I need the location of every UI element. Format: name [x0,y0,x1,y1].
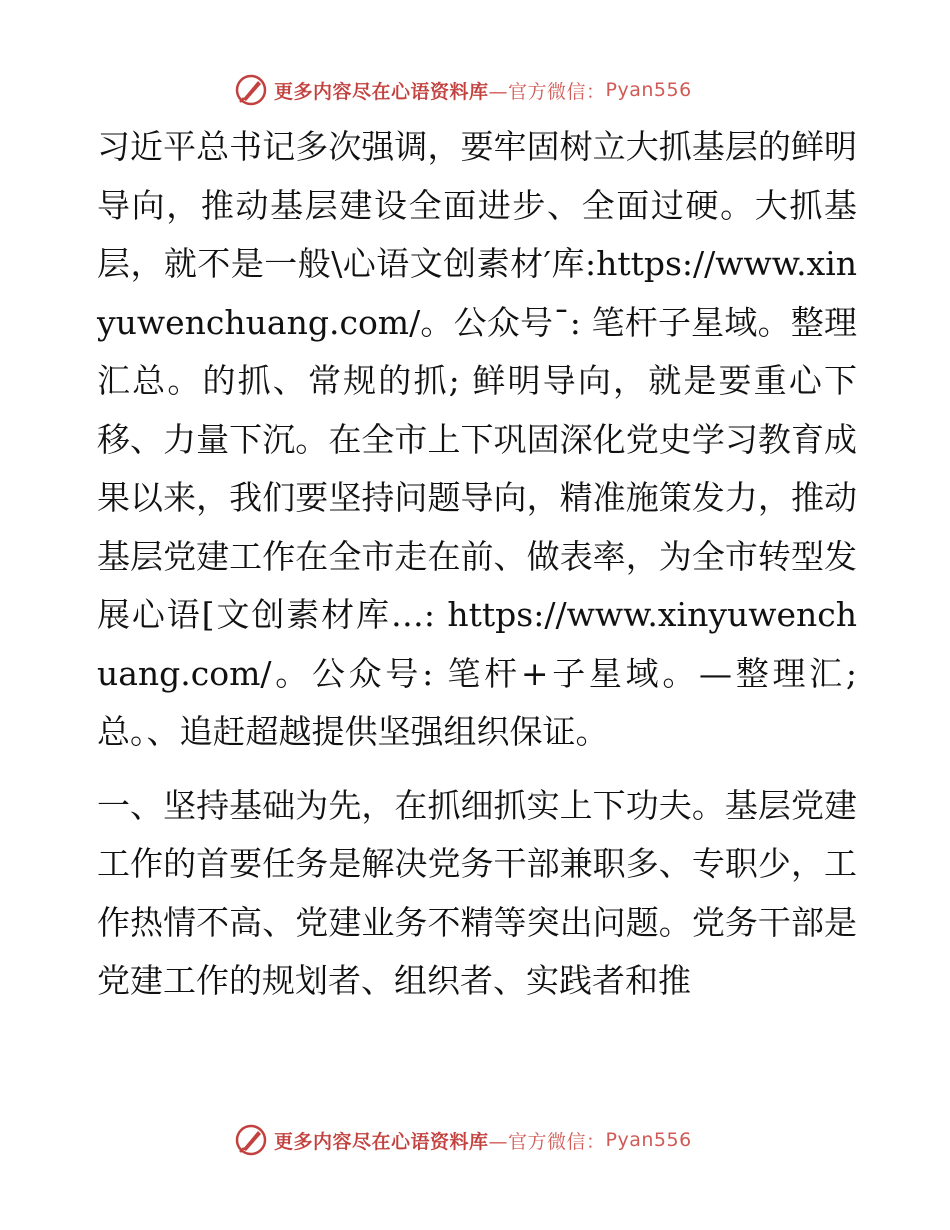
header-banner-lead: 更多内容尽在心语资料库 [274,80,489,103]
footer-banner [234,1120,794,1160]
quill-logo-icon [234,73,268,107]
header-banner [234,70,794,110]
header-banner-rest: —官方微信： [488,80,606,103]
quill-logo-icon [234,1123,268,1157]
body-text [97,118,857,1011]
header-banner-handle: Pyan556 [605,79,692,101]
footer-banner-rest: —官方微信： [488,1130,606,1153]
footer-banner-lead: 更多内容尽在心语资料库 [274,1130,489,1153]
paragraph-1: 习近平总书记多次强调，要牢固树立大抓基层的鲜明导向，推动基层建设全面进步、全面过硬。大抓基层，就不是一般\心语文创素材′库:https://www.xinyuwenchuang.com/。公众号¯: 笔杆子星域。整理汇总。的抓、常规的抓; 鲜明导向，就是要重心下移、力量下沉。在全市上下巩固深化党史学习教育成果以来，我们要坚持问题导向，精准施策发力，推动基层党建工作在全市走在前、做表率，为全市转型发展心语[文创素材库…: https://www.xinyuwenchuang.com/。公众号: 笔杆+子星域。—整理汇;总。、追赶超越提供坚强组织保证。 [97,127,857,751]
paragraph-2: 一、坚持基础为先，在抓细抓实上下功夫。基层党建工作的首要任务是解决党务干部兼职多、专职少，工作热情不高、党建业务不精等突出问题。党务干部是党建工作的规划者、组织者、实践者和推 [97,785,857,1000]
footer-banner-handle: Pyan556 [605,1129,692,1151]
